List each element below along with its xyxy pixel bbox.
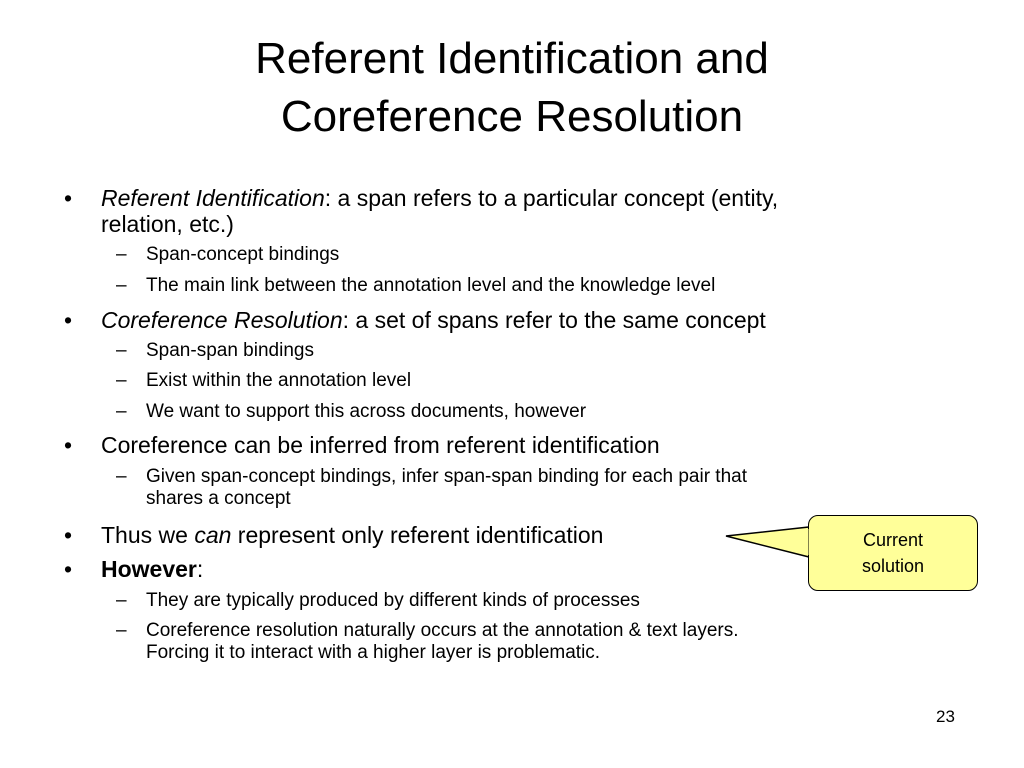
title-line-2: Coreference Resolution	[280, 92, 744, 141]
sub-bullet-text: Coreference resolution naturally occurs at the annotation & text layers.	[146, 620, 739, 641]
dash-marker: –	[116, 275, 127, 296]
dash-marker: –	[116, 401, 127, 422]
sub-bullet-text: They are typically produced by different kinds of processes	[146, 590, 640, 611]
bullet-text: :	[196, 556, 204, 582]
dash-marker: –	[116, 370, 127, 391]
bullet-marker: •	[64, 556, 73, 582]
sub-bullet-text: Exist within the annotation level	[146, 370, 412, 391]
dash-marker: –	[116, 620, 127, 641]
dash-marker: –	[116, 590, 127, 611]
bullet-text: Thus we	[101, 522, 195, 548]
sub-bullet-text: Span-concept bindings	[146, 244, 340, 265]
bullet-marker: •	[64, 185, 73, 211]
callout-current-solution	[808, 515, 978, 591]
emphasis-however: However	[101, 556, 197, 582]
bullet-marker: •	[64, 307, 73, 333]
sub-bullet-text: We want to support this across documents, however	[146, 401, 587, 422]
bullet-text: represent only referent identification	[231, 522, 604, 548]
bullet-text: : a span refers to a particular concept (entity,	[324, 185, 779, 211]
sub-bullet-text: Span-span bindings	[146, 340, 314, 361]
page-number: 23	[936, 707, 955, 726]
bullet-marker: •	[64, 432, 73, 458]
sub-bullet-text: Given span-concept bindings, infer span-span binding for each pair that	[146, 466, 747, 487]
bullet-marker: •	[64, 522, 73, 548]
dash-marker: –	[116, 244, 127, 265]
callout-line-1: Current	[862, 530, 924, 550]
callout-line-2: solution	[861, 556, 925, 576]
term-referent-identification: Referent Identification	[101, 185, 325, 211]
bullet-text: : a set of spans refer to the same concept	[342, 307, 766, 333]
callout-pointer-shape	[726, 527, 809, 557]
bullet-text: Coreference can be inferred from referent identification	[101, 432, 660, 458]
emphasis-can: can	[194, 522, 232, 548]
sub-bullet-text-continued: Forcing it to interact with a higher layer is problematic.	[146, 642, 601, 663]
term-coreference-resolution: Coreference Resolution	[101, 307, 343, 333]
dash-marker: –	[116, 340, 127, 361]
dash-marker: –	[116, 466, 127, 487]
sub-bullet-text: The main link between the annotation level and the knowledge level	[146, 275, 716, 296]
bullet-text-continued: relation, etc.)	[101, 211, 234, 237]
title-line-1: Referent Identification and	[255, 34, 769, 83]
sub-bullet-text-continued: shares a concept	[146, 488, 291, 509]
